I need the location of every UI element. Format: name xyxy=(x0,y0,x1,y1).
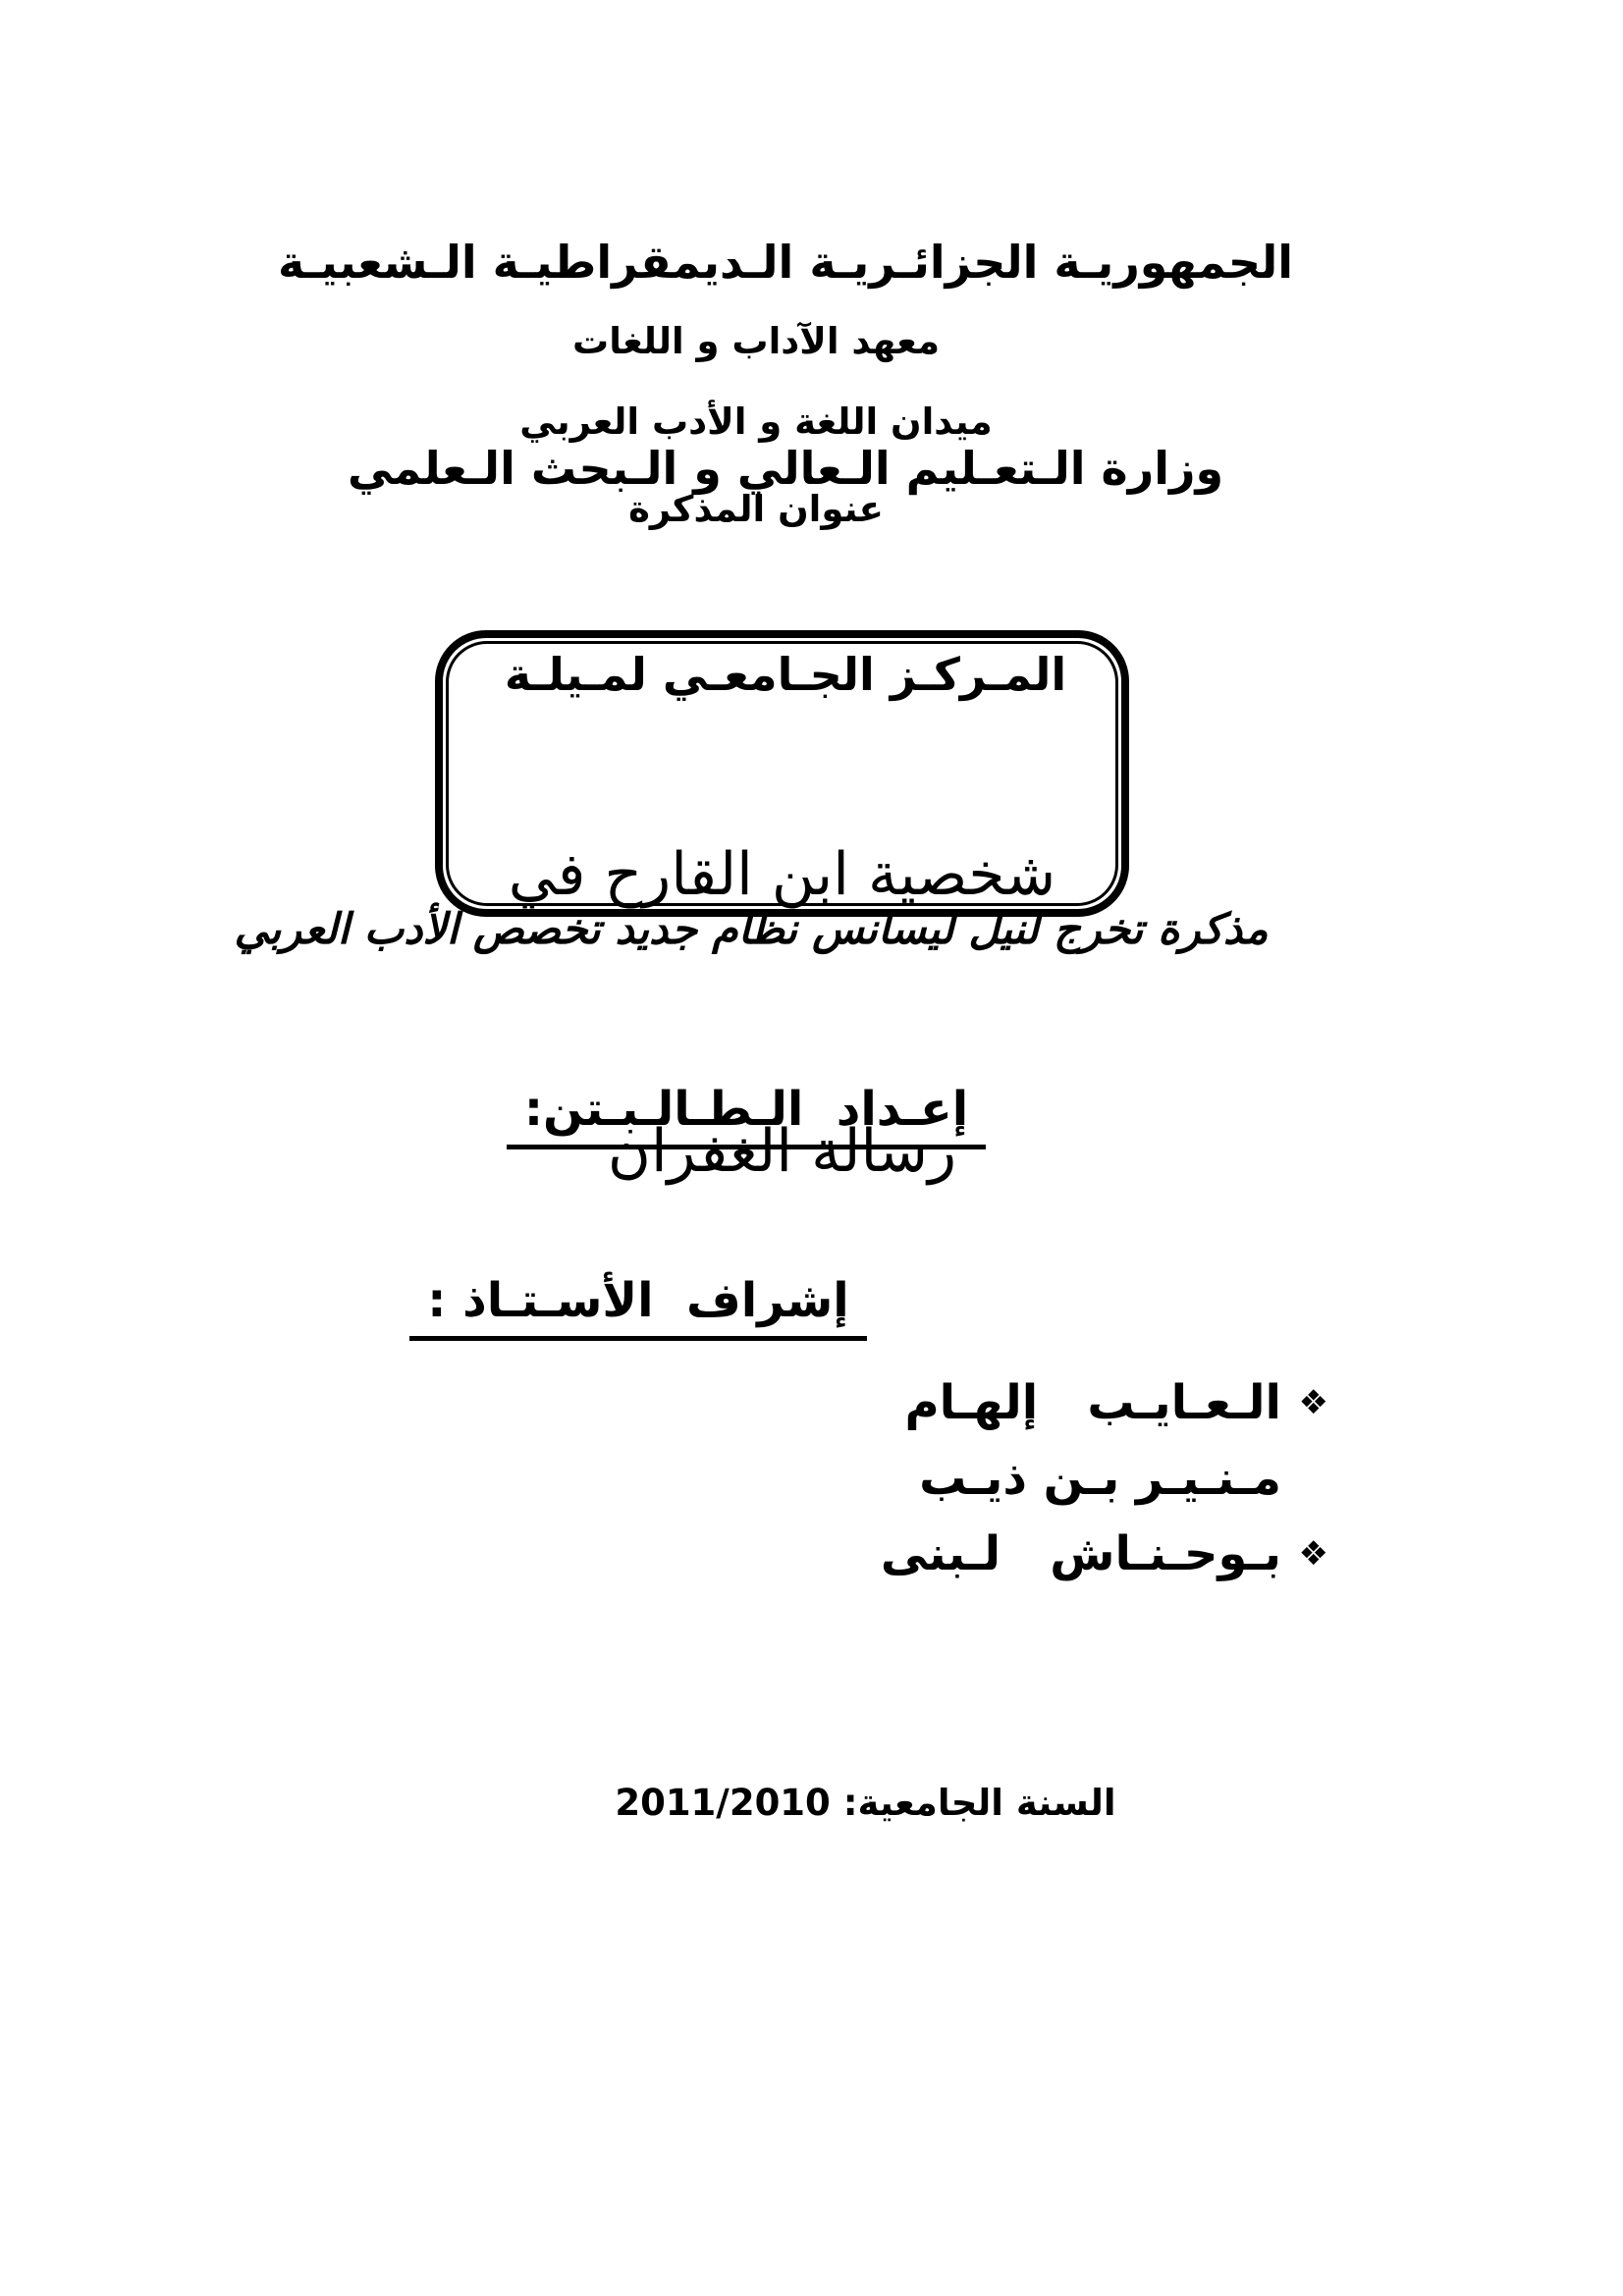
field-line: ميدان اللغة و الأدب العربي xyxy=(519,400,993,443)
academic-year-line xyxy=(154,1739,1623,1866)
student-name: بـوحـنـاش لـبنى xyxy=(880,1525,1281,1581)
academic-year-label: السنة الجامعية: xyxy=(830,1782,1116,1824)
supervisor-name: مـنـيـر بـن ذيـب xyxy=(919,1450,1281,1506)
names-block xyxy=(881,1364,1328,1591)
thesis-title-line1: شخصية ابن القارح في xyxy=(508,840,1056,909)
student-name-row xyxy=(881,1516,1328,1591)
university-center-line: المـركـز الجـامعـي لمـيلـة xyxy=(504,648,1067,701)
memoir-type-line: مذكرة تخرج لنيل ليسانس نظام جديد تخصص الأدب العربي xyxy=(234,905,1269,954)
institute-line: معهد الآداب و اللغات xyxy=(572,320,940,362)
republic-line: الجمهوريـة الجزائـريـة الـديمقراطيـة الـشعبيـة xyxy=(277,236,1294,289)
supervisor-name-row xyxy=(881,1440,1328,1516)
memoir-title-label: عنوان المذكرة xyxy=(628,488,884,530)
prepared-by-heading: إعـداد الـطـالـبـتن: xyxy=(507,1082,986,1149)
academic-year-value: 2011/2010 xyxy=(615,1782,831,1824)
thesis-title xyxy=(435,644,1129,1382)
student-name: الـعـايـب إلهـام xyxy=(904,1374,1281,1430)
diamond-bullet-icon: ❖ xyxy=(1298,1382,1328,1422)
ministry-line: وزارة الـتعـليم الـعالي و الـبحث الـعلمي xyxy=(347,442,1224,495)
thesis-title-line2: رسالة الغفران xyxy=(607,1117,957,1186)
supervision-heading: إشراف الأسـتـاذ : xyxy=(409,1273,867,1341)
diamond-bullet-icon: ❖ xyxy=(1298,1533,1328,1574)
